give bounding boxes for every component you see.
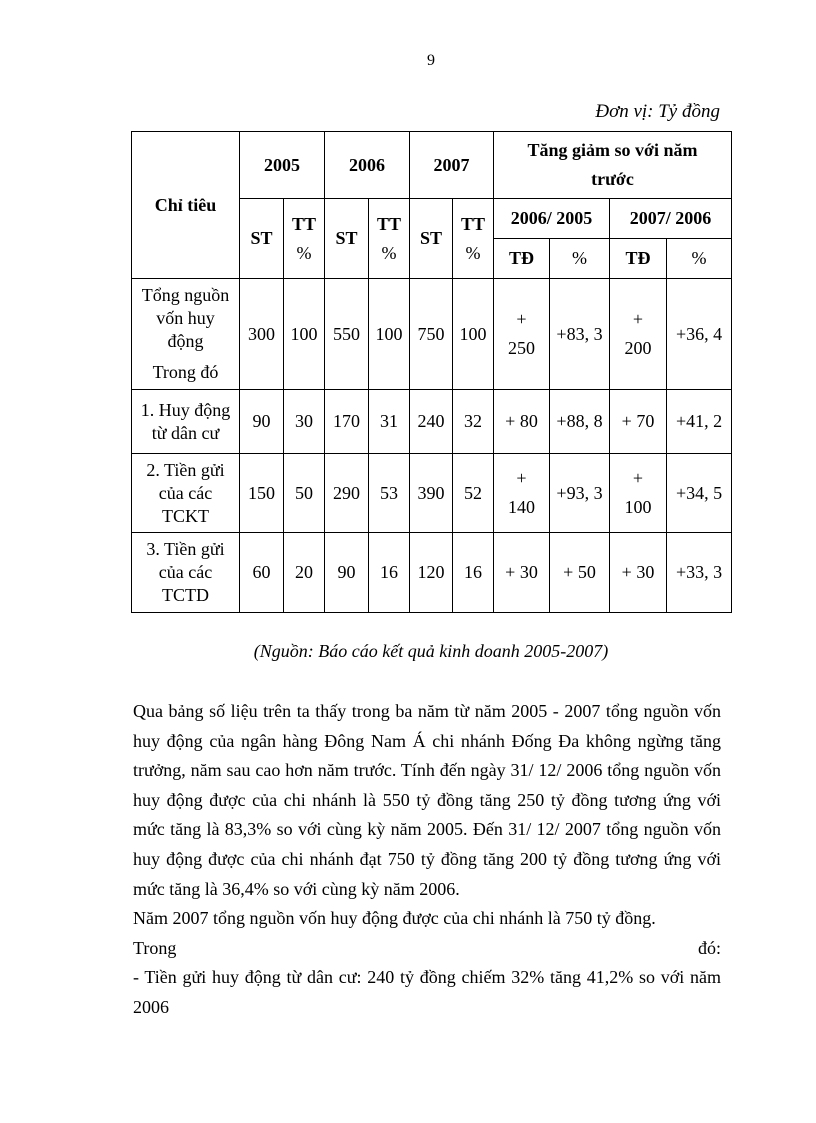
table-source: (Nguồn: Báo cáo kết quả kinh doanh 2005-2007) [253, 641, 609, 661]
cell-value: 100 [369, 279, 410, 390]
header-year-2006: 2006 [325, 132, 410, 199]
header-pct: % [667, 239, 732, 279]
cell-change-percent: +93, 3 [550, 454, 610, 533]
cell-value: 30 [284, 390, 325, 454]
cell-change-percent: +41, 2 [667, 390, 732, 454]
cell-value: 60 [240, 533, 284, 613]
row-label: Tổng nguồn vốn huy động Trong đó [132, 279, 240, 390]
paragraph-2: Năm 2007 tổng nguồn vốn huy động được của chi nhánh là 750 tỷ đồng. [133, 908, 656, 929]
cell-value: 100 [453, 279, 494, 390]
cell-value: 31 [369, 390, 410, 454]
cell-value: 240 [410, 390, 453, 454]
header-change: Tăng giảm so với năm trước [494, 132, 732, 199]
cell-value: 390 [410, 454, 453, 533]
header-indicator: Chỉ tiêu [132, 132, 240, 279]
cell-change-amount: + 140 [494, 454, 550, 533]
header-st: ST [325, 199, 369, 279]
cell-value: 50 [284, 454, 325, 533]
cell-value: 16 [453, 533, 494, 613]
header-st: ST [240, 199, 284, 279]
table-row [132, 390, 732, 454]
cell-change-amount: + 100 [610, 454, 667, 533]
table-row [132, 454, 732, 533]
cell-value: 290 [325, 454, 369, 533]
row-label: 1. Huy động từ dân cư [132, 390, 240, 454]
cell-value: 90 [240, 390, 284, 454]
trong-word: Trong [133, 937, 177, 958]
header-year-2007: 2007 [410, 132, 494, 199]
cell-change-amount: + 70 [610, 390, 667, 454]
cell-value: 53 [369, 454, 410, 533]
header-period-2007-2006: 2007/ 2006 [610, 199, 732, 239]
cell-change-amount: + 80 [494, 390, 550, 454]
cell-value: 150 [240, 454, 284, 533]
cell-value: 100 [284, 279, 325, 390]
cell-value: 32 [453, 390, 494, 454]
cell-value: 16 [369, 533, 410, 613]
header-st: ST [410, 199, 453, 279]
cell-value: 750 [410, 279, 453, 390]
cell-change-amount: + 200 [610, 279, 667, 390]
cell-change-amount: + 30 [494, 533, 550, 613]
cell-value: 550 [325, 279, 369, 390]
cell-value: 52 [453, 454, 494, 533]
paragraph-1: Qua bảng số liệu trên ta thấy trong ba năm từ năm 2005 - 2007 tổng nguồn vốn huy động của ngân hàng Đông Nam Á chi nhánh Đống Đa không ngừng tăng trưởng, năm sau cao hơn năm trước. Tính đến ngày 31/ 12/ 2006 tổng nguồn vốn huy động được của chi nhánh là 550 tỷ đồng tăng 250 tỷ đồng tương ứng với mức tăng là 83,3% so với cùng kỳ năm 2005. Đến 31/ 12/ 2007 tổng nguồn vốn huy động được của chi nhánh đạt 750 tỷ đồng tăng 200 tỷ đồng tương ứng với mức tăng là 36,4% so với cùng kỳ năm 2006. [133, 701, 721, 899]
cell-value: 90 [325, 533, 369, 613]
header-pct: % [550, 239, 610, 279]
bullet-1: - Tiền gửi huy động từ dân cư: 240 tỷ đồng chiếm 32% tăng 41,2% so với năm 2006 [133, 967, 721, 1017]
page-number: 9 [427, 52, 435, 69]
cell-value: 120 [410, 533, 453, 613]
cell-value: 170 [325, 390, 369, 454]
cell-change-percent: + 50 [550, 533, 610, 613]
row-label: 2. Tiền gửi của các TCKT [132, 454, 240, 533]
do-word: đó: [697, 937, 721, 958]
header-td: TĐ [494, 239, 550, 279]
header-tt: TT % [369, 199, 410, 279]
cell-value: 20 [284, 533, 325, 613]
header-row-years [132, 132, 732, 199]
cell-change-amount: + 30 [610, 533, 667, 613]
cell-change-percent: +36, 4 [667, 279, 732, 390]
funding-table [131, 131, 732, 613]
cell-change-percent: +34, 5 [667, 454, 732, 533]
cell-change-percent: +83, 3 [550, 279, 610, 390]
cell-change-amount: + 250 [494, 279, 550, 390]
table-row [132, 279, 732, 390]
unit-label: Đơn vị: Tỷ đồng [595, 101, 720, 122]
header-year-2005: 2005 [240, 132, 325, 199]
row-label: 3. Tiền gửi của các TCTD [132, 533, 240, 613]
header-td: TĐ [610, 239, 667, 279]
header-tt: TT % [284, 199, 325, 279]
cell-change-percent: +33, 3 [667, 533, 732, 613]
body-text [133, 697, 721, 1023]
trong-do-line [133, 934, 721, 964]
header-tt: TT % [453, 199, 494, 279]
cell-value: 300 [240, 279, 284, 390]
cell-change-percent: +88, 8 [550, 390, 610, 454]
header-period-2006-2005: 2006/ 2005 [494, 199, 610, 239]
table-row [132, 533, 732, 613]
